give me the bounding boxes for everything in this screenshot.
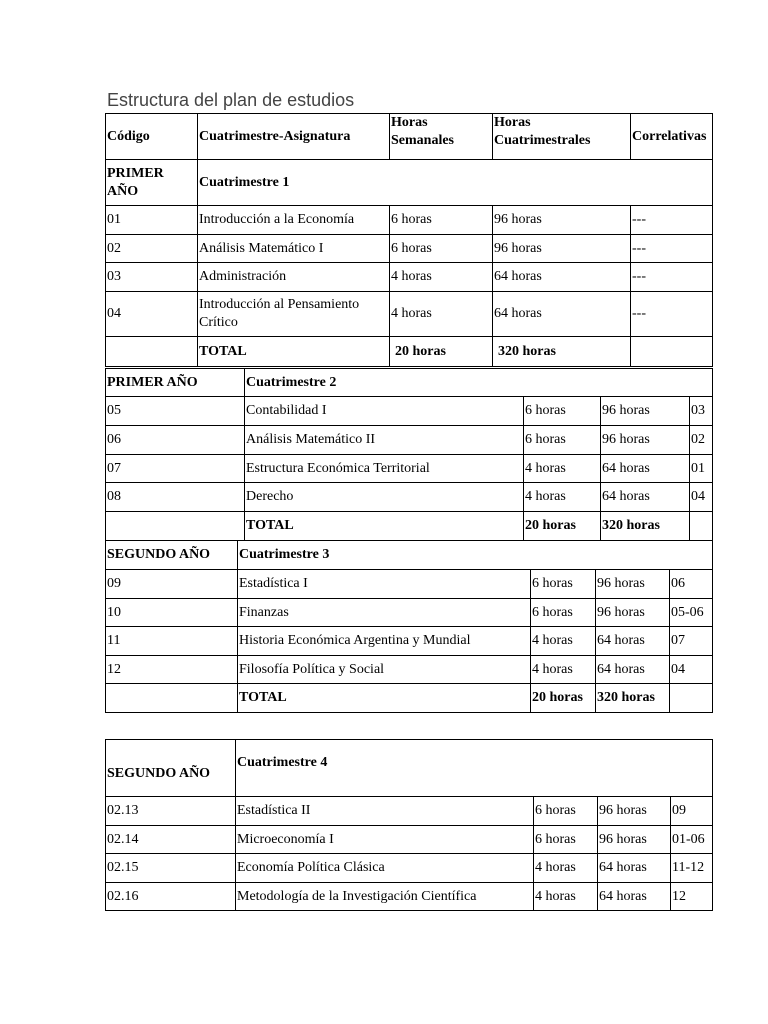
total-hours: 320 horas (601, 512, 690, 541)
weekly-hours-cell: 6 horas (390, 235, 493, 263)
year-label: SEGUNDO AÑO (106, 541, 238, 570)
total-hours-cell: 64 horas (493, 292, 631, 337)
subject-cell: Derecho (245, 483, 524, 512)
prereq-cell: 01 (690, 455, 713, 483)
total-label: TOTAL (238, 684, 531, 713)
total-hours-cell: 96 horas (601, 426, 690, 455)
subject-cell: Administración (198, 263, 390, 292)
total-hours-cell: 64 horas (601, 483, 690, 512)
table-cuatrimestre-3 (105, 540, 713, 713)
year-label: PRIMER AÑO (106, 369, 245, 397)
header-row (106, 114, 713, 160)
code-cell: 10 (106, 599, 238, 627)
section-header-row (106, 541, 713, 570)
term-label: Cuatrimestre 1 (198, 160, 713, 206)
total-row (106, 337, 713, 367)
table-row (106, 627, 713, 656)
table-cuatrimestre-2 (105, 368, 713, 541)
subject-cell: Historia Económica Argentina y Mundial (238, 627, 531, 656)
table-row (106, 599, 713, 627)
code-cell: 02.15 (106, 854, 236, 883)
table-row (106, 426, 713, 455)
table-row (106, 797, 713, 826)
code-cell: 02.16 (106, 883, 236, 911)
header-asignatura: Cuatrimestre-Asignatura (198, 114, 390, 160)
total-hours-cell: 64 horas (596, 627, 670, 656)
subject-cell: Contabilidad I (245, 397, 524, 426)
code-cell: 02.13 (106, 797, 236, 826)
subject-cell: Filosofía Política y Social (238, 656, 531, 684)
total-hours-cell: 64 horas (493, 263, 631, 292)
code-cell: 07 (106, 455, 245, 483)
prereq-cell: --- (631, 206, 713, 235)
table-row (106, 455, 713, 483)
total-hours: 320 horas (596, 684, 670, 713)
weekly-hours-cell: 4 horas (531, 627, 596, 656)
table-row (106, 483, 713, 512)
subject-cell: Estadística II (236, 797, 534, 826)
table-row (106, 292, 713, 337)
weekly-hours-cell: 6 horas (524, 426, 601, 455)
total-empty-cell (690, 512, 713, 541)
code-cell: 06 (106, 426, 245, 455)
total-weekly: 20 horas (531, 684, 596, 713)
subject-cell: Microeconomía I (236, 826, 534, 854)
prereq-cell: 04 (690, 483, 713, 512)
total-weekly: 20 horas (524, 512, 601, 541)
weekly-hours-cell: 4 horas (524, 455, 601, 483)
total-hours-cell: 64 horas (601, 455, 690, 483)
weekly-hours-cell: 4 horas (524, 483, 601, 512)
subject-cell: Finanzas (238, 599, 531, 627)
total-label: TOTAL (245, 512, 524, 541)
weekly-hours-cell: 4 horas (531, 656, 596, 684)
term-label: Cuatrimestre 3 (238, 541, 713, 570)
table-row (106, 883, 713, 911)
code-cell: 09 (106, 570, 238, 599)
prereq-cell: --- (631, 235, 713, 263)
table-row (106, 397, 713, 426)
prereq-cell: 11-12 (671, 854, 713, 883)
subject-cell: Estadística I (238, 570, 531, 599)
total-hours-cell: 96 horas (598, 797, 671, 826)
weekly-hours-cell: 4 horas (534, 854, 598, 883)
year-label: SEGUNDO AÑO (106, 740, 236, 797)
code-cell: 04 (106, 292, 198, 337)
total-empty-cell (106, 512, 245, 541)
weekly-hours-cell: 6 horas (524, 397, 601, 426)
table-row (106, 206, 713, 235)
subject-cell: Introducción a la Economía (198, 206, 390, 235)
total-row (106, 684, 713, 713)
table-row (106, 854, 713, 883)
header-horas-cuatrimestrales: Horas Cuatrimestrales (493, 114, 631, 160)
table-row (106, 235, 713, 263)
subject-cell: Economía Política Clásica (236, 854, 534, 883)
table-row (106, 570, 713, 599)
code-cell: 12 (106, 656, 238, 684)
prereq-cell: 05-06 (670, 599, 713, 627)
section-header-row (106, 160, 713, 206)
section-header-row (106, 369, 713, 397)
term-label: Cuatrimestre 2 (245, 369, 713, 397)
table-cuatrimestre-4 (105, 739, 713, 911)
total-hours-cell: 96 horas (493, 235, 631, 263)
subject-cell: Introducción al Pensamiento Crítico (198, 292, 390, 337)
prereq-cell: --- (631, 263, 713, 292)
prereq-cell: 02 (690, 426, 713, 455)
total-hours: 320 horas (493, 337, 631, 367)
total-label: TOTAL (198, 337, 390, 367)
total-empty-cell (106, 684, 238, 713)
total-hours-cell: 96 horas (598, 826, 671, 854)
total-hours-cell: 96 horas (596, 599, 670, 627)
header-correlativas: Correlativas (631, 114, 713, 160)
code-cell: 11 (106, 627, 238, 656)
total-hours-cell: 64 horas (598, 883, 671, 911)
prereq-cell: 04 (670, 656, 713, 684)
table-cuatrimestre-1 (105, 113, 713, 367)
prereq-cell: --- (631, 292, 713, 337)
code-cell: 05 (106, 397, 245, 426)
weekly-hours-cell: 6 horas (534, 797, 598, 826)
term-label: Cuatrimestre 4 (236, 740, 713, 797)
weekly-hours-cell: 6 horas (531, 599, 596, 627)
code-cell: 01 (106, 206, 198, 235)
table-row (106, 656, 713, 684)
subject-cell: Estructura Económica Territorial (245, 455, 524, 483)
weekly-hours-cell: 4 horas (534, 883, 598, 911)
header-codigo: Código (106, 114, 198, 160)
table-row (106, 826, 713, 854)
total-hours-cell: 64 horas (596, 656, 670, 684)
prereq-cell: 09 (671, 797, 713, 826)
total-hours-cell: 96 horas (596, 570, 670, 599)
subject-cell: Metodología de la Investigación Científica (236, 883, 534, 911)
prereq-cell: 07 (670, 627, 713, 656)
subject-cell: Análisis Matemático I (198, 235, 390, 263)
total-row (106, 512, 713, 541)
header-horas-semanales: Horas Semanales (390, 114, 493, 160)
weekly-hours-cell: 4 horas (390, 263, 493, 292)
weekly-hours-cell: 6 horas (390, 206, 493, 235)
code-cell: 03 (106, 263, 198, 292)
code-cell: 02 (106, 235, 198, 263)
prereq-cell: 06 (670, 570, 713, 599)
prereq-cell: 03 (690, 397, 713, 426)
subject-cell: Análisis Matemático II (245, 426, 524, 455)
prereq-cell: 12 (671, 883, 713, 911)
weekly-hours-cell: 4 horas (390, 292, 493, 337)
year-label: PRIMER AÑO (106, 160, 198, 206)
code-cell: 08 (106, 483, 245, 512)
total-empty-cell (670, 684, 713, 713)
total-empty-cell (631, 337, 713, 367)
section-header-row (106, 740, 713, 797)
prereq-cell: 01-06 (671, 826, 713, 854)
total-hours-cell: 96 horas (493, 206, 631, 235)
weekly-hours-cell: 6 horas (531, 570, 596, 599)
total-empty-cell (106, 337, 198, 367)
weekly-hours-cell: 6 horas (534, 826, 598, 854)
total-weekly: 20 horas (390, 337, 493, 367)
code-cell: 02.14 (106, 826, 236, 854)
table-row (106, 263, 713, 292)
total-hours-cell: 96 horas (601, 397, 690, 426)
document-title: Estructura del plan de estudios (107, 90, 355, 110)
total-hours-cell: 64 horas (598, 854, 671, 883)
